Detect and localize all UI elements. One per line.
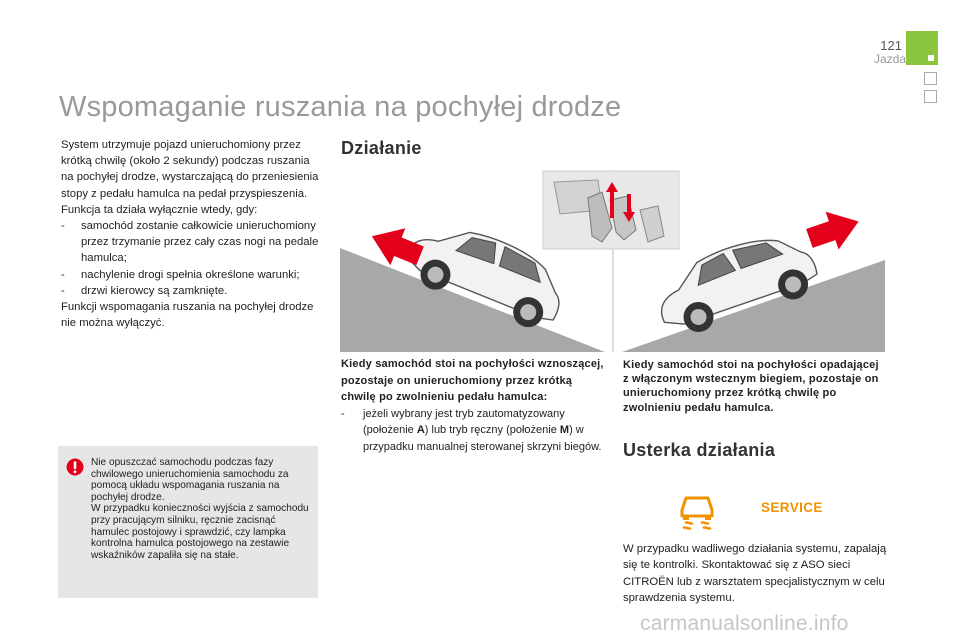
intro-text [61,137,323,331]
watermark: carmanualsonline.info [640,612,849,635]
page-number: 121 [880,38,902,53]
warning-exclamation-icon [66,458,84,476]
intro-paragraph: Funkcja ta działa wyłącznie wtedy, gdy: [61,203,258,216]
warning-box [58,446,318,598]
hill-start-illustration [340,170,886,355]
list-item: - jeżeli wybrany jest tryb zautomatyzowany (położenie A) lub tryb ręczny (położenie M) w przypadku manualnej sterowanej skrzyni biegów. [341,407,602,453]
chapter-tab-box [924,72,937,85]
list-item: - samochód zostanie całkowicie unieruchomiony przez trzymanie przez cały czas nogi na pedale hamulca; [61,220,319,265]
operation-heading: Działanie [341,138,422,158]
list-item: - nachylenie drogi spełnia określone warunki; [61,268,300,281]
chapter-tab-marker [928,55,934,61]
right-arrow-icon [803,203,865,258]
failure-text: W przypadku wadliwego działania systemu, zapalają się te kontrolki. Skontaktować się z ASO sieci CITROËN lub z warsztatem specjalistycznym w celu sprawdzenia systemu. [623,543,887,604]
intro-paragraph: Funkcji wspomagania ruszania na pochyłej drodze nie można wyłączyć. [61,301,314,330]
warning-text [91,457,313,561]
service-warning-light: SERVICE [761,500,823,515]
list-item: - drzwi kierowcy są zamknięte. [61,284,228,297]
chapter-tab [906,31,938,65]
chapter-tab-box [924,90,937,103]
uphill-caption [341,356,606,455]
intro-paragraph: System utrzymuje pojazd unieruchomiony przez krótką chwilę (około 2 sekundy) podczas ruszania na pochyłej drodze, wystarczającą do przeniesienia stopy z pedału hamulca na pedał przyspieszenia. [61,139,319,200]
section-label: Jazda [873,52,906,66]
failure-heading: Usterka działania [623,440,776,460]
warning-paragraph: Nie opuszczać samochodu podczas fazy chwilowego unieruchomienia samochodu za pomocą układu wspomagania ruszania na pochyłej drodze. [91,457,289,503]
page-title: Wspomaganie ruszania na pochyłej drodze [59,91,622,123]
warning-paragraph: W przypadku konieczności wyjścia z samochodu przy pracującym silniku, ręcznie zacisnąć hamulec postojowy i sprawdzić, czy lampka kontrolna hamulca postojowego na zestawie wskaźników zapaliła się na stałe. [91,503,309,561]
uphill-caption-text: Kiedy samochód stoi na pochyłości wznoszącej, pozostaje on unieruchomiony przez krótką chwilę po zwolnieniu pedału hamulca: [341,358,604,403]
esp-warning-light-icon [677,492,717,532]
downhill-caption: Kiedy samochód stoi na pochyłości opadającej z włączonym wstecznym biegiem, pozostaje on unieruchomiony przez krótką chwilę po zwolnieniu pedału hamulca. [623,359,879,414]
